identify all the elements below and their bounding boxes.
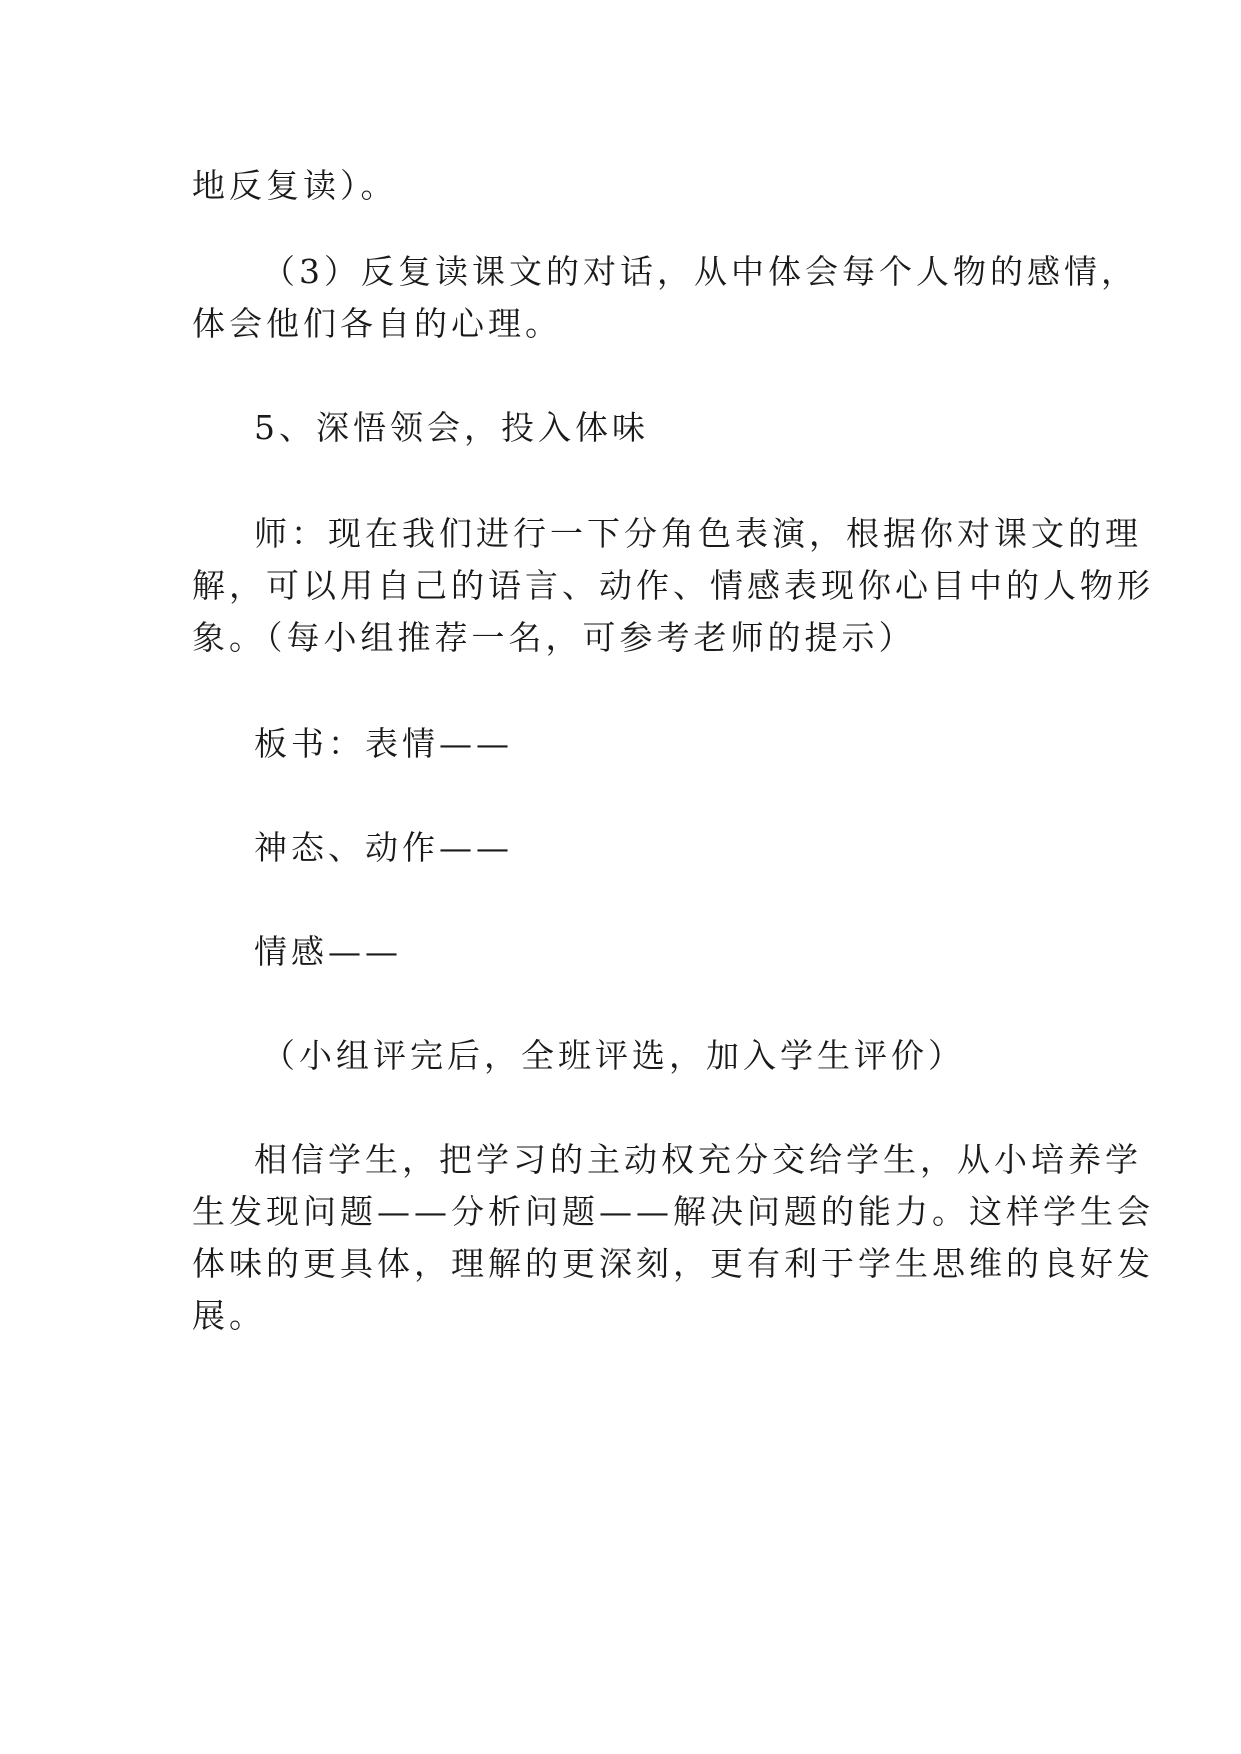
paragraph-line: 神态、动作—— (254, 828, 513, 867)
paragraph-line: 解，可以用自己的语言、动作、情感表现你心目中的人物形 (192, 566, 1154, 605)
paragraph-line: 相信学生，把学习的主动权充分交给学生，从小培养学 (254, 1140, 1142, 1179)
paragraph-line: 象。（每小组推荐一名，可参考老师的提示） (192, 618, 916, 657)
paragraph-line: 生发现问题——分析问题——解决问题的能力。这样学生会 (192, 1192, 1154, 1231)
paragraph-line: 体味的更具体，理解的更深刻，更有利于学生思维的良好发 (192, 1244, 1154, 1283)
paragraph-line: 展。 (192, 1296, 266, 1335)
paragraph-line: （3）反复读课文的对话，从中体会每个人物的感情， (262, 252, 1138, 291)
paragraph-line: 师：现在我们进行一下分角色表演，根据你对课文的理 (254, 514, 1142, 553)
paragraph-line: 体会他们各自的心理。 (192, 304, 562, 343)
paragraph-line: 情感—— (254, 932, 402, 971)
paragraph-line: 地反复读）。 (192, 166, 398, 205)
paragraph-line: 板书：表情—— (254, 724, 513, 763)
section-heading: 5、深悟领会，投入体味 (254, 408, 649, 447)
paragraph-line: （小组评完后，全班评选，加入学生评价） (262, 1036, 965, 1075)
